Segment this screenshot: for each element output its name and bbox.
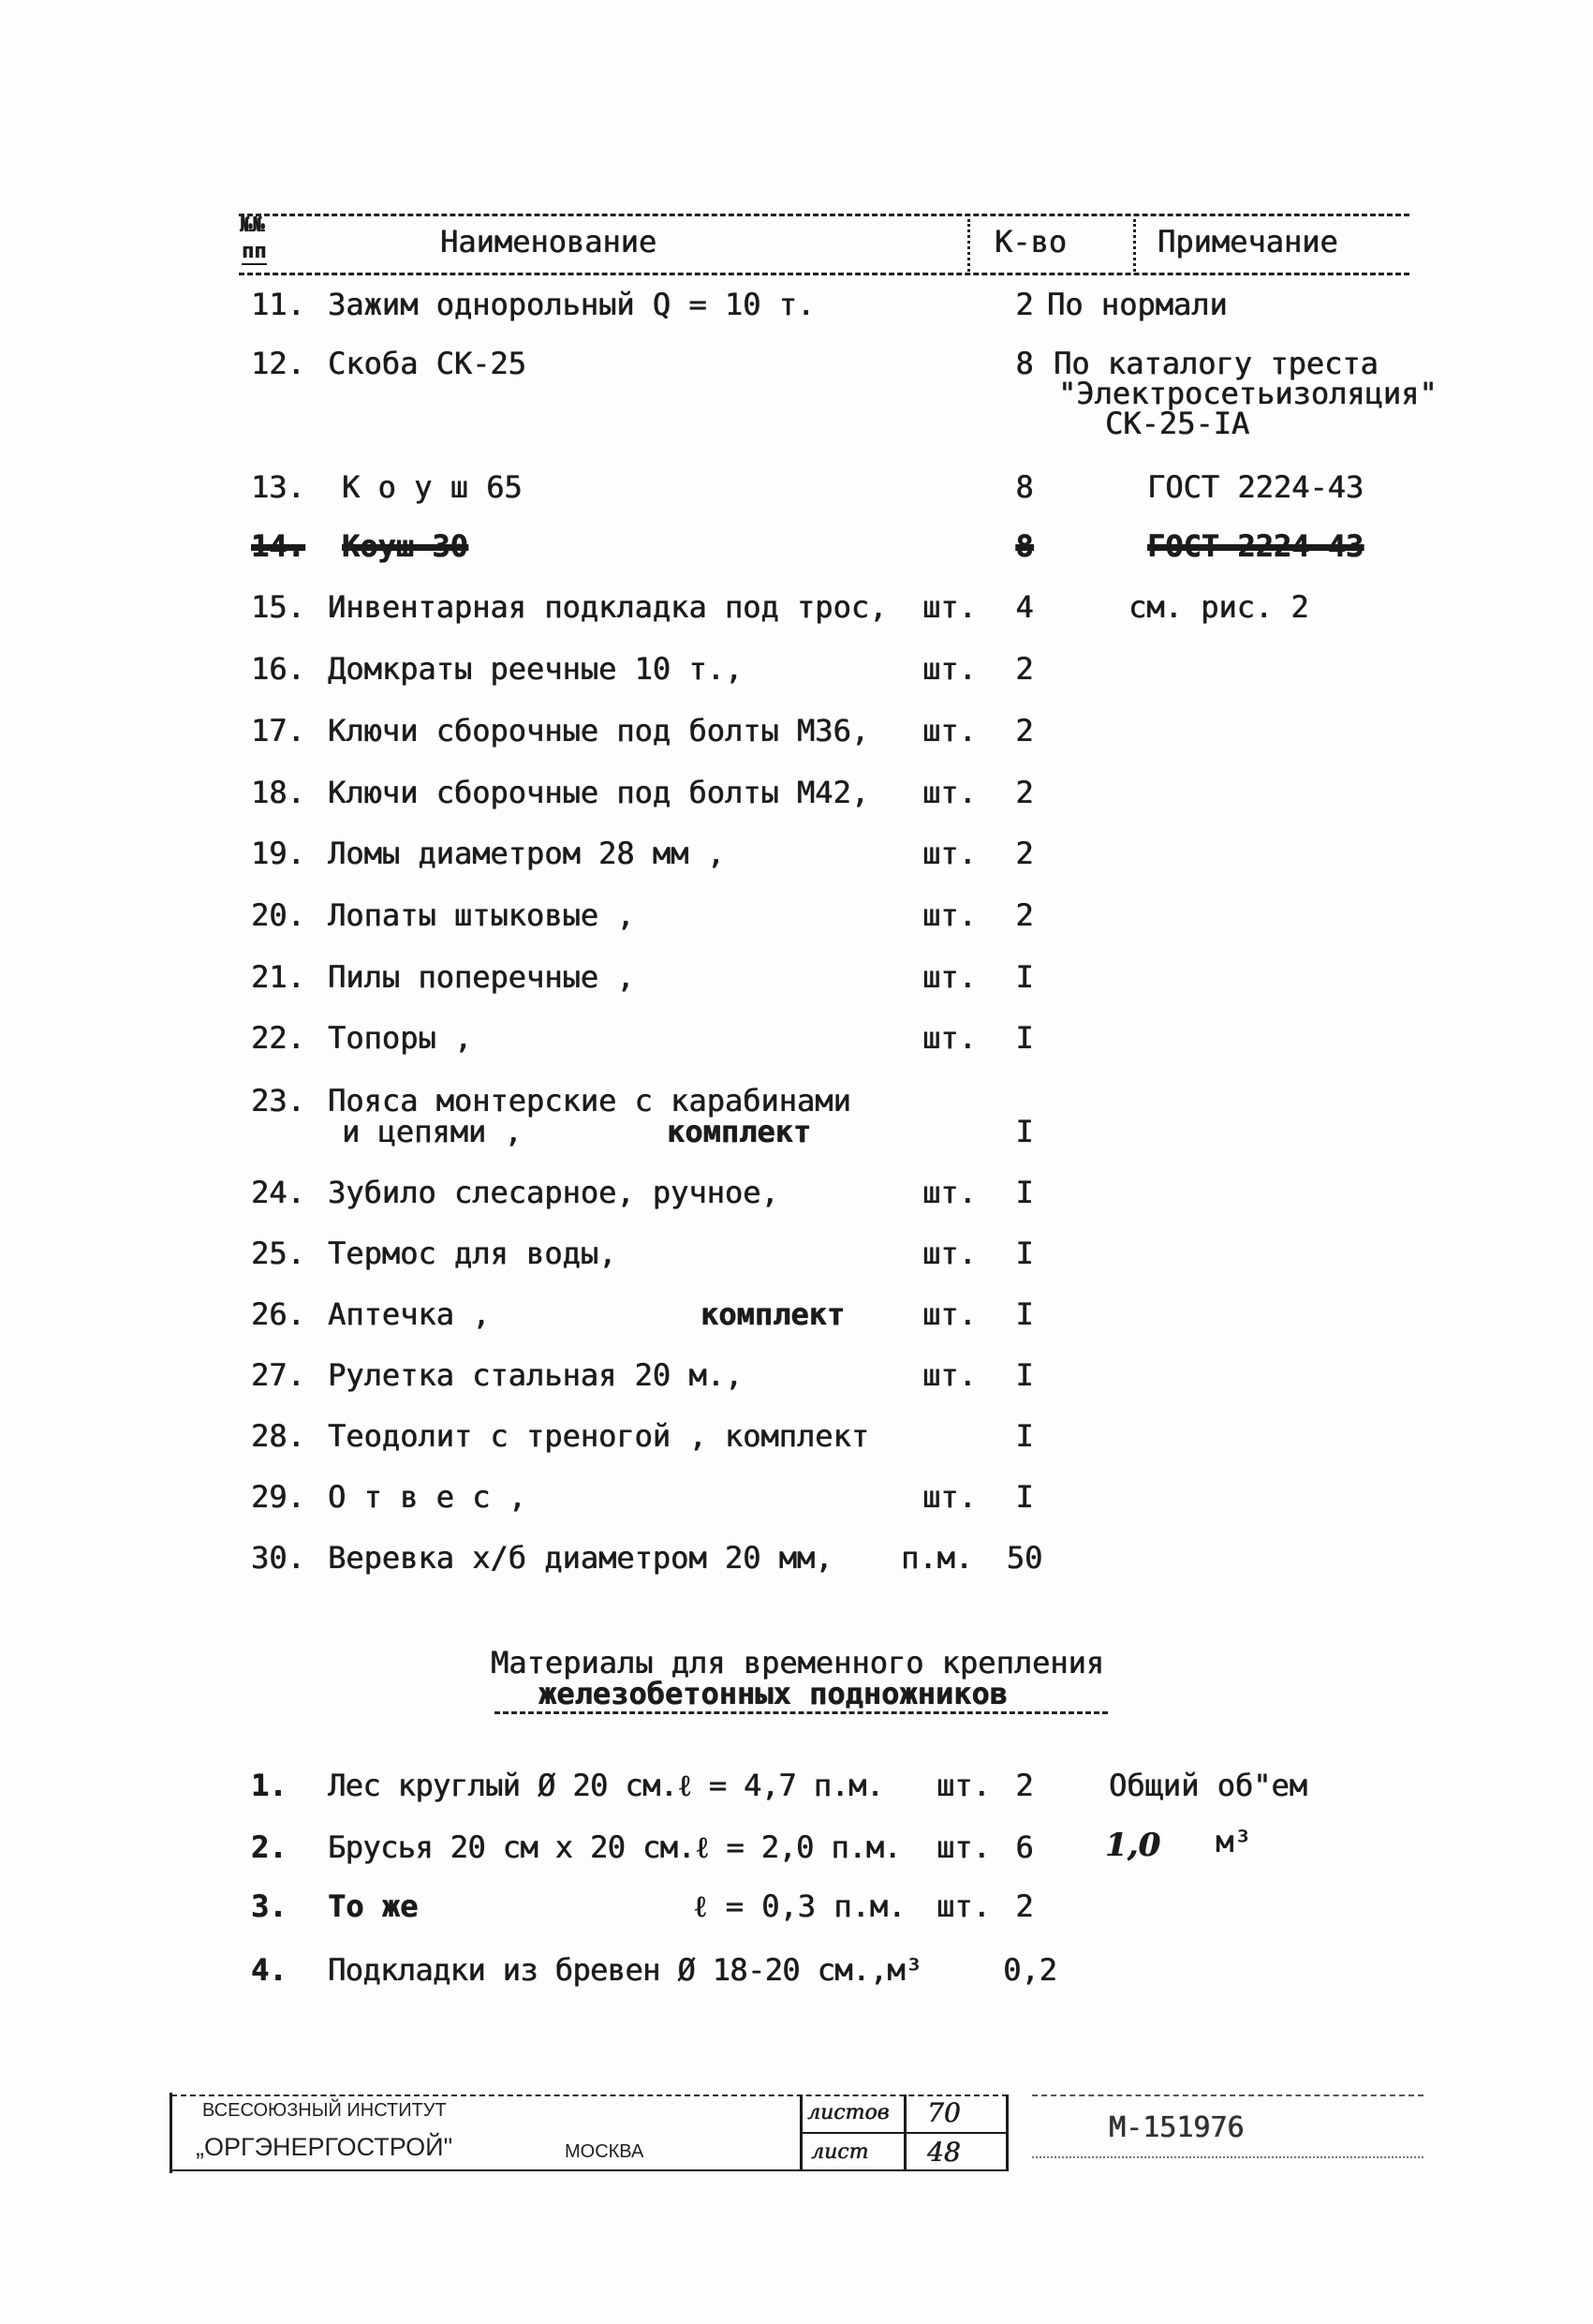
stamp-document-number: М-151976 [1109,2111,1245,2144]
list-item [0,1828,1593,1866]
material-quantity: 6 [1015,1829,1034,1865]
item-number: 13. [251,469,305,505]
stamp-right-top-rule [1032,2095,1423,2096]
materials-volume-unit: м³ [1216,1824,1252,1859]
item-name: Веревка х/б диаметром 20 мм, [328,1540,833,1576]
material-unit: шт. [937,1768,991,1803]
item-note-line-2: "Электросетьизоляция" [1058,376,1438,411]
item-number: 16. [251,651,305,687]
item-quantity: 2 [1015,775,1034,810]
table-row [0,774,1593,811]
item-quantity: I [1015,959,1034,995]
item-name: Термос для воды, [328,1236,617,1271]
stamp-bottom-border [171,2169,1008,2171]
item-quantity: I [1015,1418,1034,1454]
table-row-continuation [0,1113,1593,1150]
item-number: 14. [251,528,305,564]
item-note: см. рис. 2 [1128,589,1309,625]
item-quantity: I [1015,1357,1034,1393]
table-row [0,835,1593,872]
material-number: 4. [251,1952,288,1988]
item-quantity: I [1015,1296,1034,1332]
item-name: Ломы диаметром 28 мм , [328,836,725,871]
item-unit: шт. [922,1020,977,1056]
material-quantity: 0,2 [1003,1952,1057,1988]
item-unit: шт. [922,651,977,687]
table-row [0,896,1593,934]
item-name: Аптечка , [328,1296,491,1332]
item-note: По каталогу треста [1054,346,1379,381]
table-row [0,1235,1593,1272]
item-number: 12. [251,346,305,381]
item-unit: шт. [922,713,977,748]
item-name: Скоба СК-25 [328,346,526,381]
item-number: 30. [251,1540,305,1576]
item-note: По нормали [1047,287,1228,322]
item-name: Инвентарная подкладка под трос, [328,589,888,625]
item-quantity: I [1015,1236,1034,1271]
item-quantity: 8 [1015,469,1034,505]
list-item [0,1767,1593,1804]
item-number: 24. [251,1175,305,1210]
item-unit: шт. [922,1357,977,1393]
stamp-sheets-value: 70 [927,2097,961,2128]
item-quantity: 2 [1015,287,1034,322]
table-row [0,1417,1593,1455]
item-number: 22. [251,1020,305,1056]
list-item [0,1951,1593,1989]
table-row [0,468,1593,506]
stamp-sheets-label: листов [807,2101,890,2124]
material-name: Лес круглый Ø 20 см.ℓ = 4,7 п.м. [328,1768,884,1803]
item-name-extra: комплект [667,1114,812,1149]
item-name: Зажим однорольный Q = 10 т. [328,287,816,322]
item-unit: шт. [922,836,977,871]
table-top-rule [239,214,1409,216]
material-name: Брусья 20 см х 20 см.ℓ = 2,0 п.м. [328,1829,902,1865]
column-separator-note [1133,219,1136,272]
item-quantity: I [1015,1020,1034,1056]
table-row [0,286,1593,323]
item-quantity: 8 [1015,346,1034,381]
item-quantity: I [1015,1114,1034,1149]
item-note: ГОСТ 2224-43 [1147,469,1364,505]
table-row [0,712,1593,749]
item-name-extra: комплект [701,1296,846,1332]
materials-volume-label: Общий об"ем [1109,1768,1307,1803]
item-name: Коуш 30 [342,528,468,564]
stamp-sheet-label: лист [811,2140,869,2164]
item-name: Пояса монтерские с карабинами [328,1083,851,1118]
item-unit: п.м. [901,1540,974,1576]
material-number: 1. [251,1768,288,1803]
item-number: 29. [251,1479,305,1515]
item-number: 27. [251,1357,305,1393]
item-unit: шт. [922,1296,977,1332]
stamp-org-line-2: „ОРГЭНЕРГОСТРОЙ" [196,2133,453,2161]
stamp-org-line-1: ВСЕСОЮЗНЫЙ ИНСТИТУТ [202,2100,447,2121]
stamp-city: МОСКВА [565,2141,644,2162]
item-note: ГОСТ 2224-43 [1147,528,1364,564]
item-unit: шт. [922,1175,977,1210]
table-row [0,958,1593,996]
item-name: Ключи сборочные под болты М42, [328,775,869,810]
item-name: Рулетка стальная 20 м., [328,1357,744,1393]
item-number: 15. [251,589,305,625]
item-number: 23. [251,1083,305,1118]
table-row [0,1295,1593,1333]
item-quantity: 2 [1015,897,1034,933]
header-note: Примечание [1158,224,1338,259]
header-name: Наименование [440,224,657,259]
item-quantity: 2 [1015,713,1034,748]
material-quantity: 2 [1015,1888,1034,1924]
item-quantity: 2 [1015,651,1034,687]
item-number: 20. [251,897,305,933]
item-quantity: I [1015,1175,1034,1210]
item-unit: шт. [922,1479,977,1515]
material-quantity: 2 [1015,1768,1034,1803]
item-quantity: 4 [1015,589,1034,625]
section-title-underline [494,1711,1108,1714]
table-row [0,1019,1593,1057]
table-header-rule [239,273,1409,275]
item-number: 26. [251,1296,305,1332]
item-unit: шт. [922,589,977,625]
material-name: То же [328,1888,419,1924]
material-number: 2. [251,1829,288,1865]
material-unit: шт. [937,1888,991,1924]
item-name: Теодолит с треногой , комплект [328,1418,869,1454]
item-name-line-2: и цепями , [342,1114,523,1149]
item-name: К о у ш 65 [342,469,523,505]
header-number-top: №№ [240,214,265,237]
item-note-line-3: СК-25-IА [1105,406,1250,441]
stamp-right-bottom-rule [1032,2156,1423,2158]
item-name: Пилы поперечные , [328,959,635,995]
item-unit: шт. [922,775,977,810]
item-name: О т в е с , [328,1479,526,1515]
item-name: Домкраты реечные 10 т., [328,651,744,687]
item-name: Топоры , [328,1020,473,1056]
item-number: 17. [251,713,305,748]
item-name: Лопаты штыковые , [328,897,635,933]
table-row [0,588,1593,626]
header-number-bottom: пп [242,240,267,263]
table-row [0,650,1593,688]
item-number: 25. [251,1236,305,1271]
stamp-cell-divider [800,2132,1008,2134]
material-name: Подкладки из бревен Ø 18-20 см.,м³ [328,1952,922,1988]
item-quantity: 2 [1015,836,1034,871]
table-row [0,1539,1593,1576]
material-unit: шт. [937,1829,991,1865]
item-unit: шт. [922,959,977,995]
item-unit: шт. [922,897,977,933]
section-title-line-2: железобетонных подножников [538,1676,1008,1711]
item-quantity: 50 [1006,1540,1043,1576]
item-number: 21. [251,959,305,995]
item-number: 19. [251,836,305,871]
item-number: 18. [251,775,305,810]
table-row [0,1174,1593,1211]
table-row [0,1356,1593,1394]
materials-volume-value: 1,0 [1105,1827,1161,1864]
item-number: 11. [251,287,305,322]
item-unit: шт. [922,1236,977,1271]
material-number: 3. [251,1888,288,1924]
column-separator-qty [967,219,970,272]
list-item [0,1887,1593,1925]
stamp-left-border [170,2093,172,2173]
material-name-extra: ℓ = 0,3 п.м. [693,1888,907,1924]
section-title-line-1: Материалы для временного крепления [491,1645,1105,1680]
item-name: Ключи сборочные под болты М36, [328,713,869,748]
header-quantity: К-во [995,224,1068,259]
item-quantity: 8 [1015,528,1034,564]
item-number: 28. [251,1418,305,1454]
table-row-struck [0,527,1593,565]
item-quantity: I [1015,1479,1034,1515]
stamp-sheet-value: 48 [927,2137,961,2168]
table-row [0,1478,1593,1516]
item-name: Зубило слесарное, ручное, [328,1175,779,1210]
